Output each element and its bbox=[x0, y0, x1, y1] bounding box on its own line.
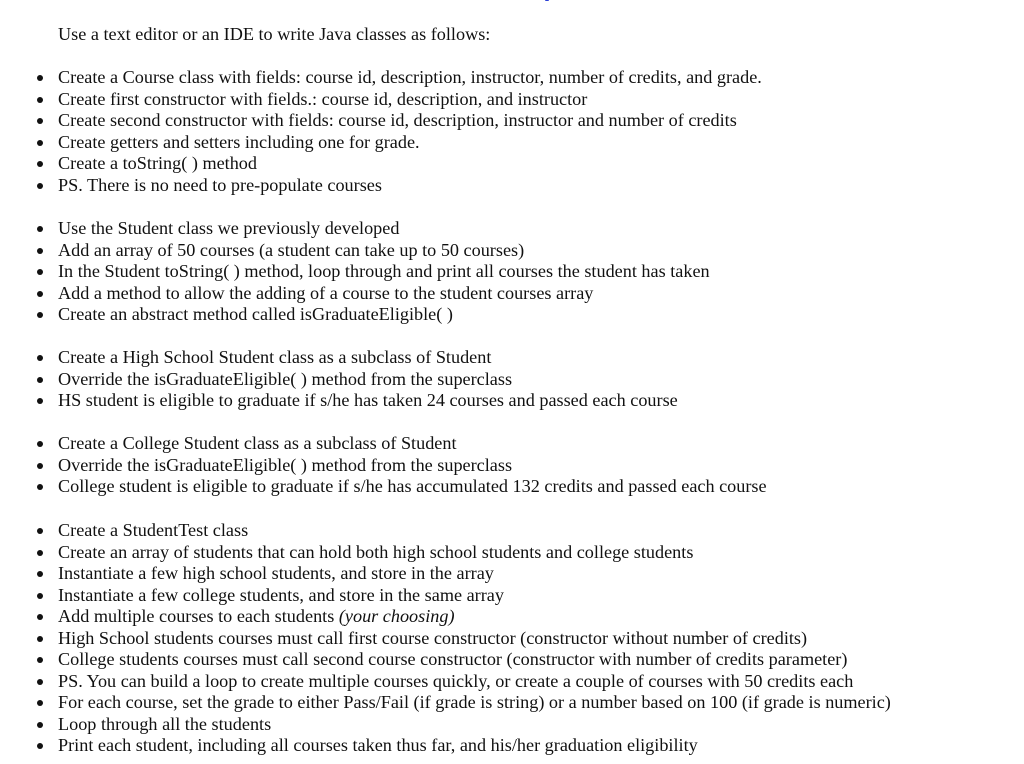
list-item: Create a StudentTest class bbox=[0, 520, 891, 542]
list-item: Create getters and setters including one for grade. bbox=[0, 132, 762, 154]
italic-note: (your choosing) bbox=[338, 606, 455, 626]
course-class-list bbox=[0, 67, 762, 196]
list-item: Create first constructor with fields.: course id, description, and instructor bbox=[0, 89, 762, 111]
list-item: Create second constructor with fields: course id, description, instructor and number of credits bbox=[0, 110, 762, 132]
list-item: Override the isGraduateEligible( ) method from the superclass bbox=[0, 455, 767, 477]
list-item: HS student is eligible to graduate if s/he has taken 24 courses and passed each course bbox=[0, 390, 678, 412]
list-item-text: Add multiple courses to each students bbox=[58, 606, 335, 626]
list-item: Override the isGraduateEligible( ) method from the superclass bbox=[0, 369, 678, 391]
list-item: College students courses must call second course constructor (constructor with number of credits parameter) bbox=[0, 649, 891, 671]
list-item: In the Student toString( ) method, loop through and print all courses the student has taken bbox=[0, 261, 710, 283]
student-class-list bbox=[0, 218, 710, 326]
list-item: Loop through all the students bbox=[0, 714, 891, 736]
list-item: Create a toString( ) method bbox=[0, 153, 762, 175]
list-item: Create an abstract method called isGraduateEligible( ) bbox=[0, 304, 710, 326]
list-item: Create a Course class with fields: course id, description, instructor, number of credits, and grade. bbox=[0, 67, 762, 89]
list-item: Instantiate a few college students, and store in the same array bbox=[0, 585, 891, 607]
intro-text: Use a text editor or an IDE to write Java classes as follows: bbox=[58, 24, 491, 44]
list-item: Instantiate a few high school students, and store in the array bbox=[0, 563, 891, 585]
list-item: PS. You can build a loop to create multiple courses quickly, or create a couple of courses with 50 credits each bbox=[0, 671, 891, 693]
list-item: Create a High School Student class as a subclass of Student bbox=[0, 347, 678, 369]
list-item: College student is eligible to graduate if s/he has accumulated 132 credits and passed each course bbox=[0, 476, 767, 498]
list-item: Add an array of 50 courses (a student can take up to 50 courses) bbox=[0, 240, 710, 262]
student-test-list bbox=[0, 520, 891, 757]
college-student-list bbox=[0, 433, 767, 498]
list-item: For each course, set the grade to either Pass/Fail (if grade is string) or a number based on 100 (if grade is numeric) bbox=[0, 692, 891, 714]
list-item: Create a College Student class as a subclass of Student bbox=[0, 433, 767, 455]
list-item: Use the Student class we previously developed bbox=[0, 218, 710, 240]
list-item: PS. There is no need to pre-populate courses bbox=[0, 175, 762, 197]
list-item: Create an array of students that can hold both high school students and college students bbox=[0, 542, 891, 564]
list-item: High School students courses must call first course constructor (constructor without number of credits) bbox=[0, 628, 891, 650]
list-item: Add a method to allow the adding of a course to the student courses array bbox=[0, 283, 710, 305]
high-school-student-list bbox=[0, 347, 678, 412]
top-edge-mark bbox=[545, 0, 549, 1]
list-item: Print each student, including all courses taken thus far, and his/her graduation eligibility bbox=[0, 735, 891, 757]
list-item bbox=[0, 606, 891, 628]
